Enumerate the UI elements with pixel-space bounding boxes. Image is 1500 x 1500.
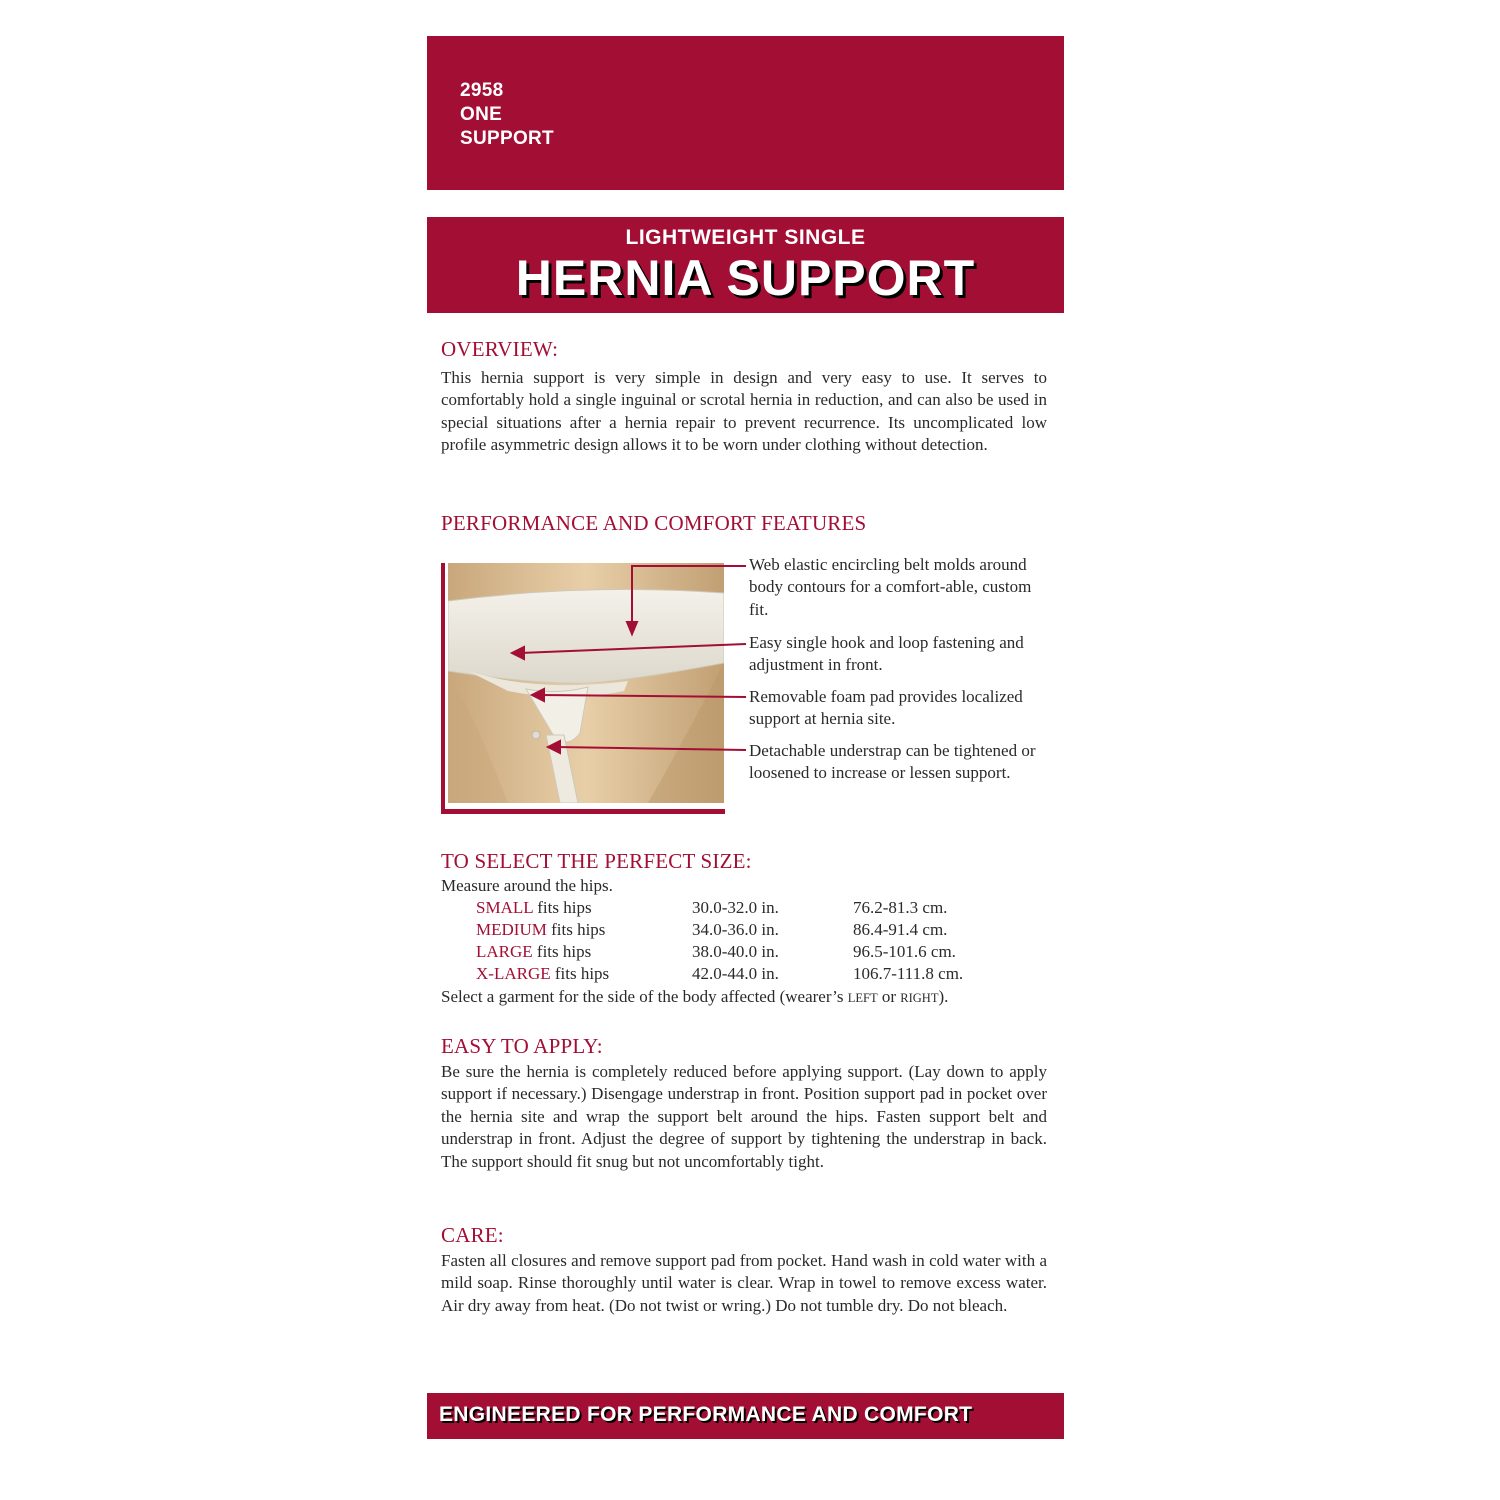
size-suffix: fits hips [533, 898, 592, 917]
apply-text: Be sure the hernia is completely reduced before applying support. (Lay down to apply support if necessary.) Disengage understrap in front. Position support pad in pocket over the hernia site and wrap the support belt around the hips. Fasten support belt and understrap in front. Adjust the degree of support by tightening the understrap in back. The support should fit snug but not uncomfortably tight. [441, 1062, 1047, 1171]
size-name: X-LARGE [476, 964, 551, 983]
features-heading: PERFORMANCE AND COMFORT FEATURES [441, 511, 867, 535]
size-label [476, 898, 592, 918]
model-number: 2958 [460, 80, 504, 101]
size-suffix: fits hips [532, 942, 592, 961]
callout-line-understrap [556, 747, 746, 750]
care-text: Fasten all closures and remove support pad from pocket. Hand wash in cold water with a mild soap. Rinse thoroughly until water is clear. Wrap in towel to remove excess water. Air dry away from heat. (Do not twist or wring.) Do not tumble dry. Do not bleach. [441, 1251, 1047, 1315]
product-title: HERNIA SUPPORT [515, 250, 976, 306]
size-cm: 86.4-91.4 cm. [853, 920, 948, 939]
feature-understrap: Detachable understrap can be tightened or loosened to increase or lessen support. [749, 741, 1036, 783]
overview-text: This hernia support is very simple in design and very easy to use. It serves to comfortably hold a single inguinal or scrotal hernia in reduction, and can also be used in special situations after a hernia repair to prevent recurrence. Its uncomplicated low profile asymmetric design allows it to be worn under clothing without detection. [441, 368, 1047, 455]
footer-tagline: ENGINEERED FOR PERFORMANCE AND COMFORT [439, 1403, 973, 1426]
size-inches: 38.0-40.0 in. [692, 942, 779, 961]
size-inches: 30.0-32.0 in. [692, 898, 779, 917]
size-cm: 76.2-81.3 cm. [853, 898, 948, 917]
size-name: MEDIUM [476, 920, 547, 939]
callout-line-fastening [520, 644, 746, 653]
callout-arrow-understrap [548, 741, 560, 753]
size-name: SMALL [476, 898, 533, 917]
size-label [476, 964, 609, 984]
sizing-heading: TO SELECT THE PERFECT SIZE: [441, 849, 752, 873]
sizing-intro: Measure around the hips. [441, 876, 613, 895]
care-heading: CARE: [441, 1223, 504, 1247]
sizing-note-prefix: Select a garment for the side of the body affected (wearer’s [441, 987, 848, 1006]
callout-line-belt [632, 566, 746, 624]
sizing-note-suffix: ). [938, 987, 949, 1006]
size-name: LARGE [476, 942, 533, 961]
apply-heading: EASY TO APPLY: [441, 1034, 603, 1058]
callout-line-pad [540, 695, 746, 697]
size-cm: 96.5-101.6 cm. [853, 942, 956, 961]
size-inches: 34.0-36.0 in. [692, 920, 779, 939]
size-suffix: fits hips [550, 964, 610, 983]
feature-fastening: Easy single hook and loop fastening and adjustment in front. [749, 633, 1024, 675]
sizing-note [441, 987, 948, 1007]
callout-arrow-pad [532, 689, 544, 701]
size-suffix: fits hips [546, 920, 606, 939]
callout-arrow-fastening [512, 647, 524, 659]
feature-pad: Removable foam pad provides localized support at hernia site. [749, 687, 1023, 729]
model-line-2: ONE [460, 104, 503, 125]
size-label [476, 942, 591, 962]
sizing-note-or: or [877, 987, 901, 1006]
size-label [476, 920, 605, 940]
sizing-note-right: RIGHT [900, 991, 939, 1005]
model-line-3: SUPPORT [460, 128, 554, 149]
sizing-note-left: LEFT [847, 991, 878, 1005]
overview-heading: OVERVIEW: [441, 337, 559, 361]
size-inches: 42.0-44.0 in. [692, 964, 779, 983]
footer-banner [427, 1393, 1064, 1439]
size-cm: 106.7-111.8 cm. [853, 964, 964, 983]
callout-arrow-belt [627, 622, 637, 634]
feature-belt: Web elastic encircling belt molds around body contours for a comfort-able, custom fit. [749, 555, 1032, 619]
product-subtitle: LIGHTWEIGHT SINGLE [625, 226, 866, 249]
